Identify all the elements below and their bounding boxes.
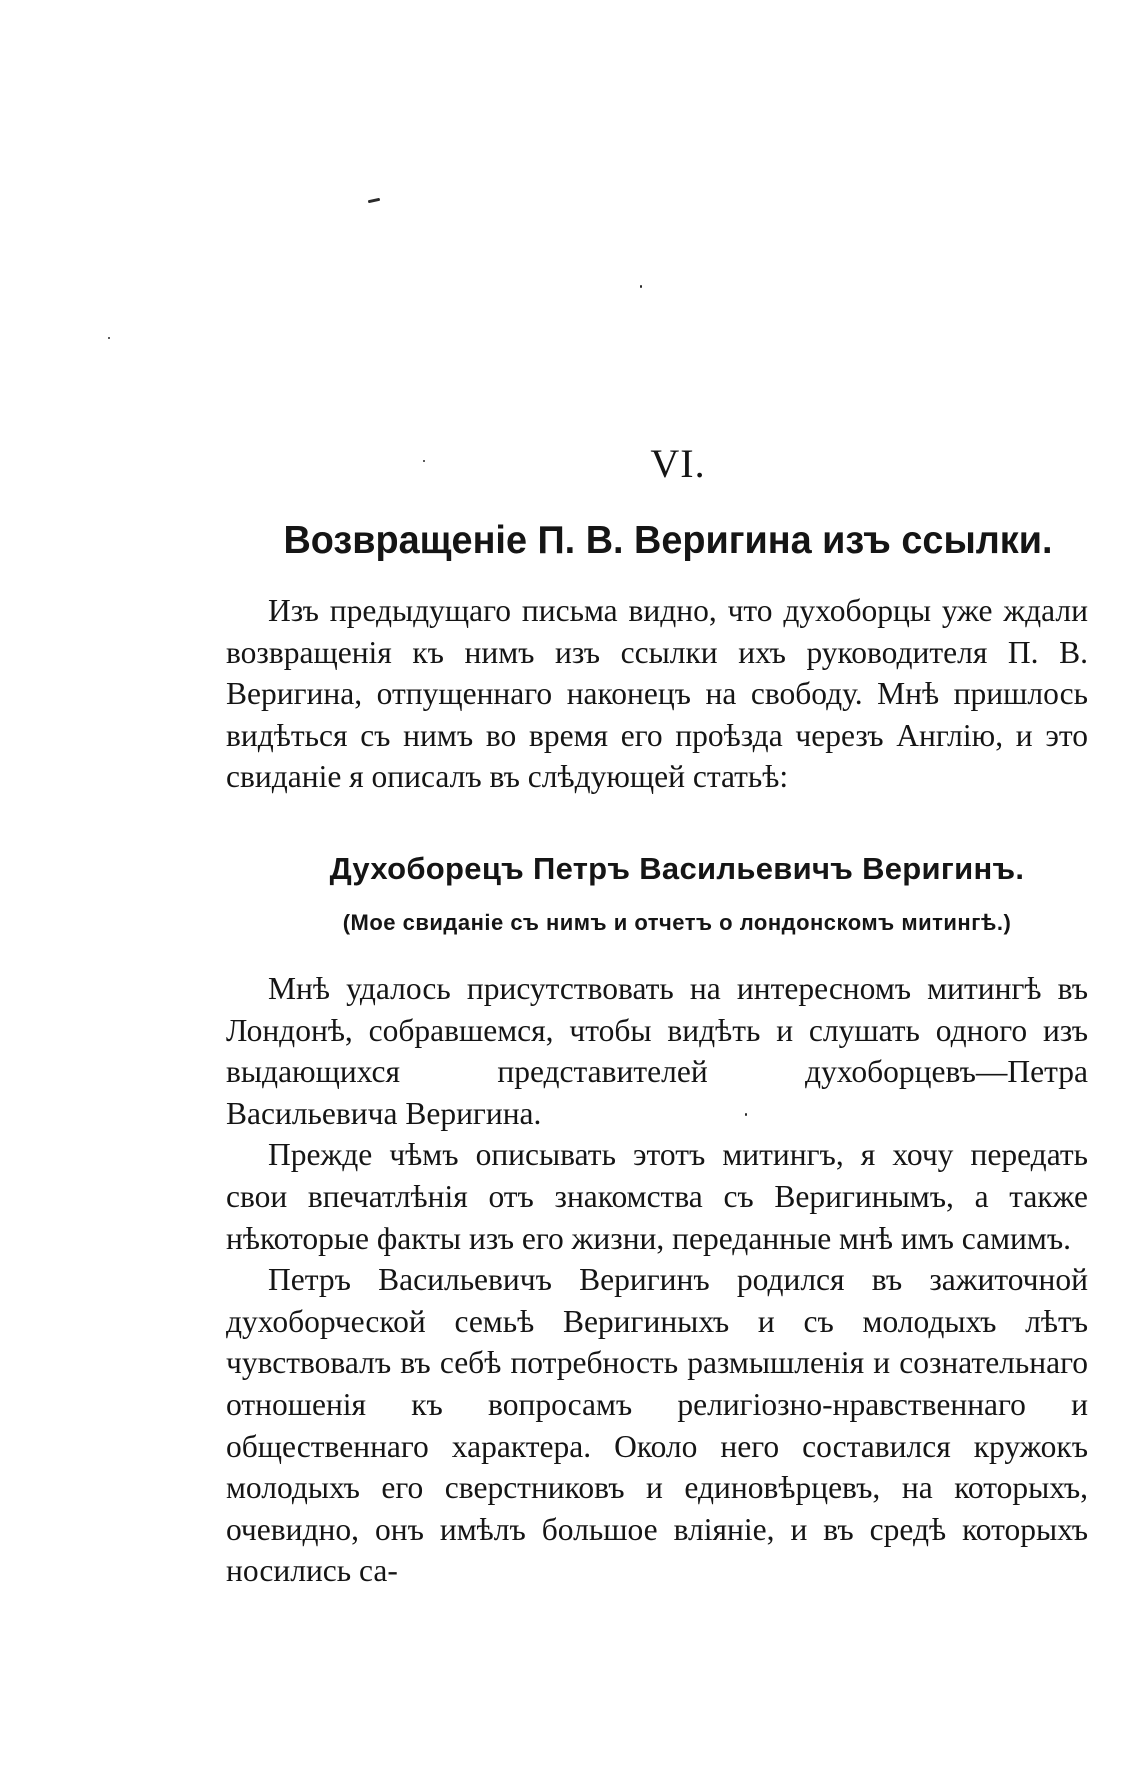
intro-paragraph: Изъ предыдущаго письма видно, что духоборцы уже ждали возвращенія къ нимъ изъ ссылки ихъ руководителя П. В. Веригина, отпущеннаго наконецъ на свободу. Мнѣ пришлось видѣться съ нимъ во время его проѣзда черезъ Англію, и это свиданіе я описалъ въ слѣдующей статьѣ: (226, 593, 1088, 795)
scan-speck (108, 337, 110, 339)
article-paragraph-1: Мнѣ удалось присутствовать на интересномъ митингѣ въ Лондонѣ, собравшемся, чтобы видѣть и слушать одного изъ выдающихся представителей духоборцевъ—Петра Васильевича Веригина. (226, 970, 1088, 1131)
chapter-number: VI. (650, 441, 706, 486)
scan-speck (368, 198, 380, 203)
article-title: Духоборецъ Петръ Васильевичъ Веригинъ. (329, 850, 1025, 886)
article-paragraph-3: Петръ Васильевичъ Веригинъ родился въ зажиточной духоборческой семьѣ Веригиныхъ и съ молодыхъ лѣтъ чувствовалъ въ себѣ потребность размышленія и сознательнаго отношенія къ вопросамъ религіозно-нравственнаго и общественнаго характера. Около него составился кружокъ молодыхъ его сверстниковъ и единовѣрцевъ, на которыхъ, очевидно, онъ имѣлъ большое вліяніе, и въ средѣ которыхъ носились са- (226, 1262, 1088, 1589)
text-column (226, 438, 1088, 1592)
article-subtitle: (Мое свиданіе съ нимъ и отчетъ о лондонскомъ митингѣ.) (342, 909, 1012, 935)
article-paragraph-2: Прежде чѣмъ описывать этотъ митингъ, я хочу передать свои впечатлѣнія отъ знакомства съ Веригинымъ, а также нѣкоторые факты изъ его жизни, переданные мнѣ имъ самимъ. (226, 1137, 1088, 1256)
chapter-title: Возвращеніе П. В. Веригина изъ ссылки. (283, 519, 1053, 562)
scan-speck (640, 285, 642, 288)
